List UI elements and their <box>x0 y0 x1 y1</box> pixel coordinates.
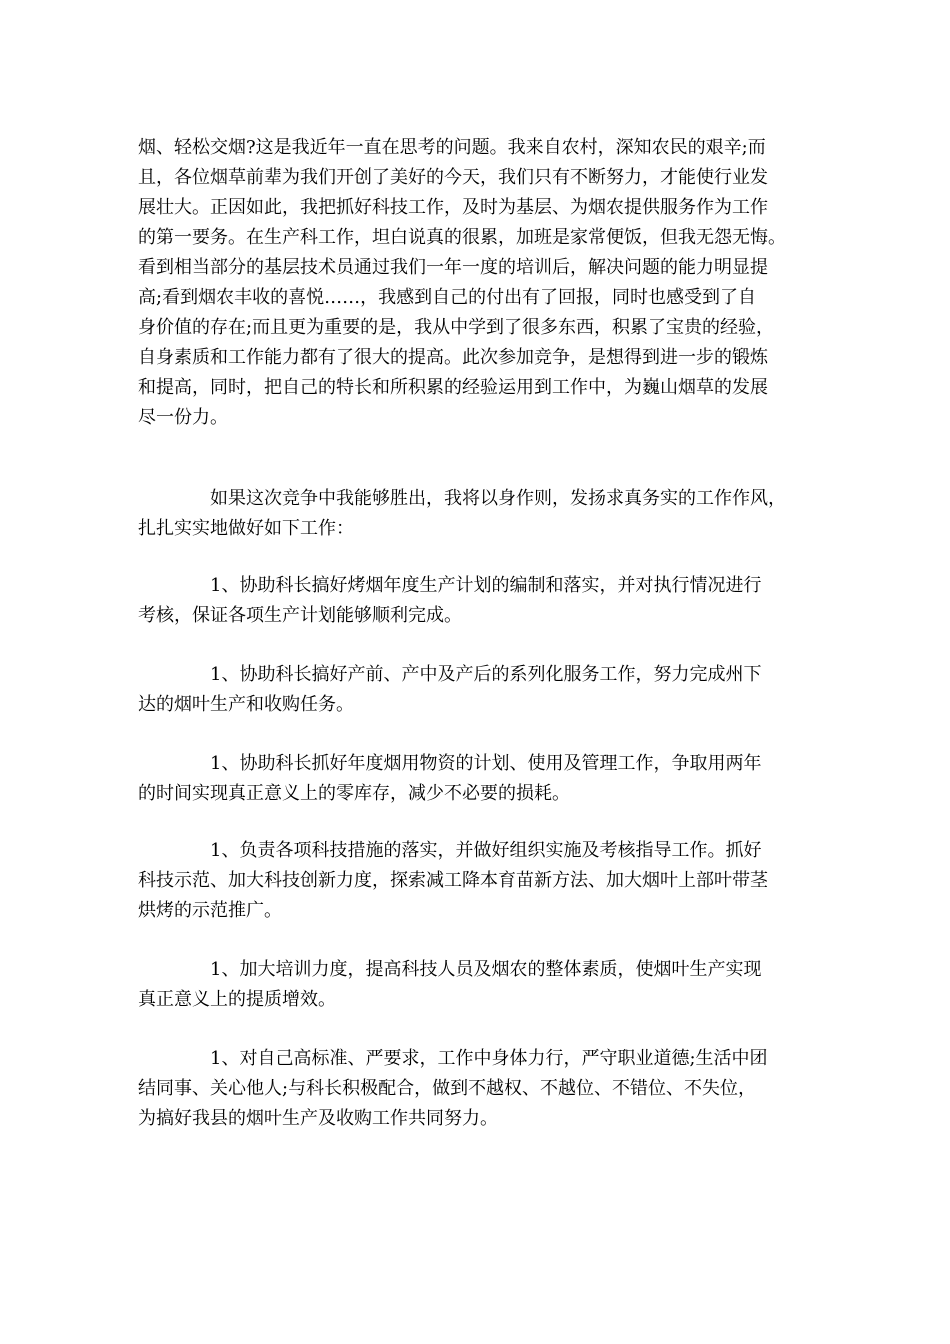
text-line: 1、协助科长搞好烤烟年度生产计划的编制和落实，并对执行情况进行 <box>210 575 762 596</box>
text-line: 1、协助科长搞好产前、产中及产后的系列化服务工作，努力完成州下 <box>210 664 762 685</box>
text-line: 如果这次竞争中我能够胜出，我将以身作则，发扬求真务实的工作作风， <box>210 488 786 509</box>
text-line: 扎扎实实地做好如下工作： <box>138 518 354 539</box>
text-line: 尽一份力。 <box>138 407 228 428</box>
text-line: 看到相当部分的基层技术员通过我们一年一度的培训后，解决问题的能力明显提 <box>138 257 768 278</box>
text-line: 1、对自己高标准、严要求，工作中身体力行，严守职业道德;生活中团 <box>210 1048 768 1069</box>
paragraph-5 <box>138 749 828 809</box>
text-line: 达的烟叶生产和收购任务。 <box>138 694 354 715</box>
text-line: 结同事、关心他人;与科长积极配合，做到不越权、不越位、不错位、不失位， <box>138 1078 757 1099</box>
text-line: 1、协助科长抓好年度烟用物资的计划、使用及管理工作，争取用两年 <box>210 753 762 774</box>
text-line: 且，各位烟草前辈为我们开创了美好的今天，我们只有不断努力，才能使行业发 <box>138 167 768 188</box>
text-line: 烘烤的示范推广。 <box>138 900 282 921</box>
text-line: 的时间实现真正意义上的零库存，减少不必要的损耗。 <box>138 783 570 804</box>
text-line: 自身素质和工作能力都有了很大的提高。此次参加竞争，是想得到进一步的锻炼 <box>138 347 768 368</box>
paragraph-2 <box>138 484 828 544</box>
text-line: 1、负责各项科技措施的落实，并做好组织实施及考核指导工作。抓好 <box>210 840 762 861</box>
text-line: 身价值的存在;而且更为重要的是，我从中学到了很多东西，积累了宝贵的经验， <box>138 317 775 338</box>
text-line: 展壮大。正因如此，我把抓好科技工作，及时为基层、为烟农提供服务作为工作 <box>138 197 768 218</box>
text-line: 科技示范、加大科技创新力度，探索减工降本育苗新方法、加大烟叶上部叶带茎 <box>138 870 768 891</box>
text-line: 烟、轻松交烟?这是我近年一直在思考的问题。我来自农村，深知农民的艰辛;而 <box>138 137 766 158</box>
text-line: 真正意义上的提质增效。 <box>138 989 336 1010</box>
paragraph-7 <box>138 955 828 1015</box>
text-line: 考核，保证各项生产计划能够顺利完成。 <box>138 605 462 626</box>
paragraph-1 <box>138 133 828 433</box>
paragraph-4 <box>138 660 828 720</box>
paragraph-6 <box>138 836 828 926</box>
text-line: 为搞好我县的烟叶生产及收购工作共同努力。 <box>138 1108 498 1129</box>
paragraph-3 <box>138 571 828 631</box>
paragraph-8 <box>138 1044 828 1134</box>
text-line: 高;看到烟农丰收的喜悦……，我感到自己的付出有了回报，同时也感受到了自 <box>138 287 757 308</box>
text-line: 的第一要务。在生产科工作，坦白说真的很累，加班是家常便饭，但我无怨无悔。 <box>138 227 786 248</box>
text-line: 和提高，同时，把自己的特长和所积累的经验运用到工作中，为巍山烟草的发展 <box>138 377 768 398</box>
text-line: 1、加大培训力度，提高科技人员及烟农的整体素质，使烟叶生产实现 <box>210 959 762 980</box>
